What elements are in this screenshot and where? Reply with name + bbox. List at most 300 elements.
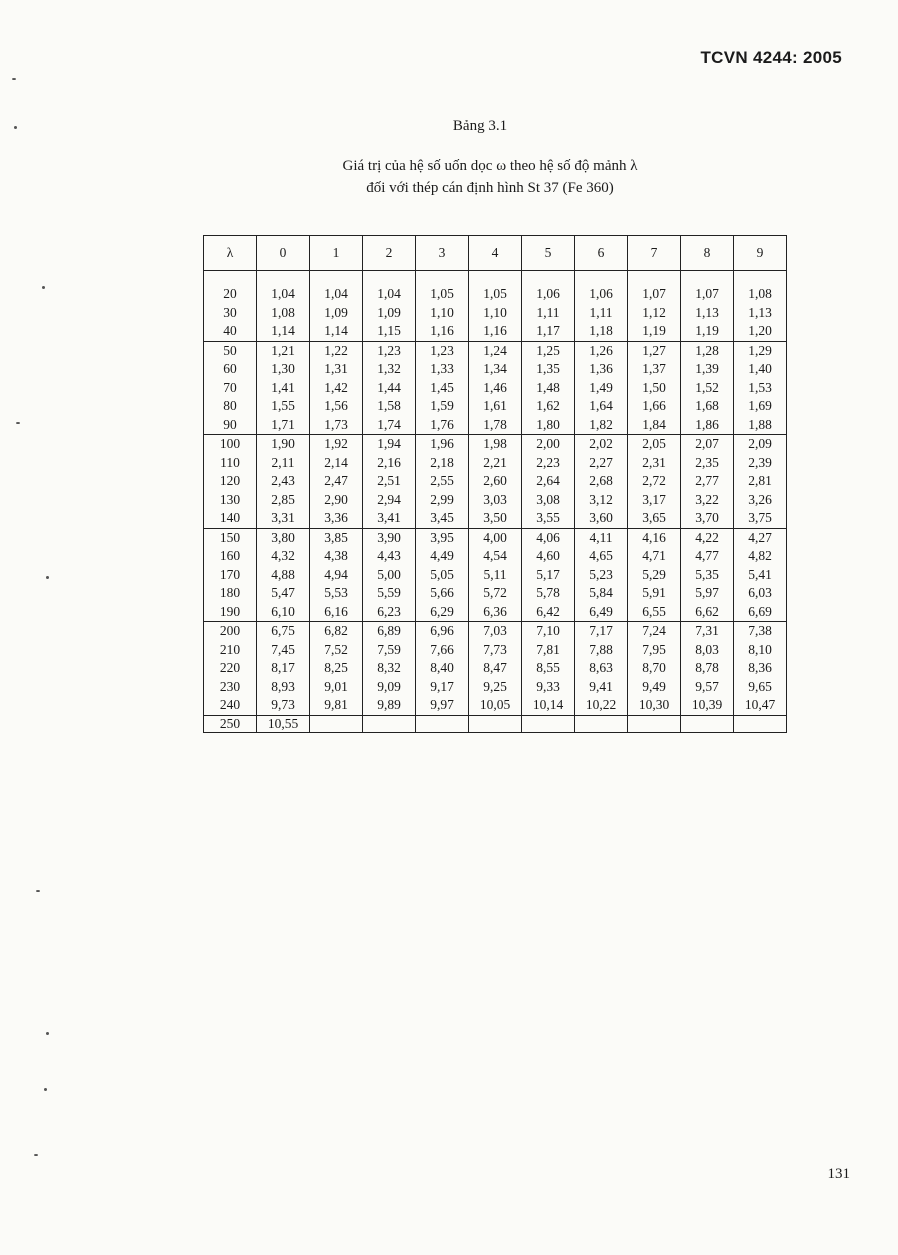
omega-value: 5,05	[430, 566, 454, 582]
omega-value: 1,10	[483, 304, 507, 320]
omega-value: 3,95	[430, 529, 454, 545]
omega-value: 1,49	[589, 379, 613, 395]
omega-value: 10,30	[638, 697, 670, 712]
omega-value: 2,85	[271, 491, 295, 507]
omega-value: 3,70	[695, 510, 719, 525]
page-number: 131	[827, 1166, 850, 1182]
empty-cell	[363, 715, 416, 732]
value-cell	[257, 341, 310, 435]
value-cell	[681, 271, 734, 342]
scan-speck	[14, 126, 17, 129]
omega-value: 1,23	[430, 342, 454, 358]
omega-value: 1,71	[271, 416, 295, 432]
omega-value: 1,24	[483, 342, 507, 358]
omega-value: 1,66	[642, 398, 666, 413]
value-cell	[363, 271, 416, 342]
omega-value: 1,25	[536, 342, 560, 358]
lambda-value: 180	[219, 585, 241, 600]
omega-value: 1,11	[536, 304, 560, 320]
lambda-value: 20	[223, 286, 237, 301]
omega-value: 9,97	[430, 697, 454, 712]
omega-value: 1,28	[695, 342, 719, 358]
value-cell	[257, 528, 310, 622]
omega-value: 1,08	[748, 286, 772, 301]
lambda-value: 150	[219, 529, 241, 545]
omega-value: 3,55	[536, 510, 560, 525]
omega-value: 6,55	[642, 603, 666, 619]
value-cell	[310, 271, 363, 342]
value-cell: 10,55	[257, 715, 310, 732]
omega-value: 8,78	[695, 660, 719, 675]
omega-value: 1,10	[430, 304, 454, 320]
omega-value: 2,05	[642, 436, 666, 451]
value-cell	[734, 341, 787, 435]
omega-value: 1,09	[324, 304, 348, 320]
omega-value: 3,85	[324, 529, 348, 545]
omega-value: 1,08	[271, 304, 295, 320]
empty-cell	[416, 715, 469, 732]
omega-value: 1,41	[271, 379, 295, 395]
omega-value: 1,06	[536, 286, 560, 301]
value-cell	[575, 341, 628, 435]
omega-value: 1,64	[589, 398, 613, 413]
omega-value: 1,14	[271, 323, 295, 338]
lambda-value: 240	[219, 697, 241, 712]
omega-value: 1,17	[536, 323, 560, 338]
omega-value: 1,18	[589, 323, 613, 338]
header-col-2: 2	[363, 236, 416, 271]
header-col-5: 5	[522, 236, 575, 271]
value-cell	[734, 528, 787, 622]
omega-value: 7,45	[271, 641, 295, 657]
omega-value: 1,12	[642, 304, 666, 320]
empty-cell	[681, 715, 734, 732]
omega-value: 4,11	[589, 529, 613, 545]
omega-value: 1,11	[589, 304, 613, 320]
omega-value: 4,43	[377, 548, 401, 563]
omega-value: 1,82	[589, 416, 613, 432]
omega-value: 2,00	[536, 436, 560, 451]
omega-value: 7,81	[536, 641, 560, 657]
omega-value: 1,36	[589, 361, 613, 376]
lambda-value: 210	[219, 641, 241, 657]
value-cell	[681, 528, 734, 622]
table-caption-line-2: đối với thép cán định hình St 37 (Fe 360)	[366, 180, 614, 196]
value-cell	[522, 528, 575, 622]
omega-value: 1,09	[377, 304, 401, 320]
omega-value: 3,08	[536, 491, 560, 507]
omega-value: 1,96	[430, 436, 454, 451]
lambda-value: 90	[223, 416, 237, 432]
value-cell	[681, 435, 734, 529]
omega-value: 1,21	[271, 342, 295, 358]
omega-value: 3,65	[642, 510, 666, 525]
omega-value: 1,42	[324, 379, 348, 395]
omega-value: 5,35	[695, 566, 719, 582]
omega-value: 3,60	[589, 510, 613, 525]
omega-value: 4,77	[695, 548, 719, 563]
header-lambda: λ	[204, 236, 257, 271]
omega-value: 1,32	[377, 361, 401, 376]
omega-value: 5,29	[642, 566, 666, 582]
table-label: Bảng 3.1	[452, 118, 508, 134]
omega-value: 3,22	[695, 491, 719, 507]
omega-value: 2,07	[695, 436, 719, 451]
omega-value: 6,82	[324, 623, 348, 638]
omega-value: 3,75	[748, 510, 772, 525]
omega-value: 1,05	[430, 286, 454, 301]
lambda-value: 100	[219, 436, 241, 451]
omega-value: 2,94	[377, 491, 401, 507]
omega-value: 7,59	[377, 641, 401, 657]
omega-value: 1,69	[748, 398, 772, 413]
omega-value: 1,04	[324, 286, 348, 301]
value-cell	[310, 341, 363, 435]
lambda-value: 200	[219, 623, 241, 638]
omega-value: 1,78	[483, 416, 507, 432]
value-cell	[257, 271, 310, 342]
omega-lambda-table	[203, 235, 787, 733]
value-cell	[628, 435, 681, 529]
omega-value: 2,55	[430, 473, 454, 488]
empty-cell	[575, 715, 628, 732]
omega-value: 4,22	[695, 529, 719, 545]
table-header-row	[204, 236, 787, 271]
omega-value: 1,68	[695, 398, 719, 413]
lambda-value: 230	[219, 678, 241, 694]
value-cell	[416, 271, 469, 342]
omega-value: 7,10	[536, 623, 560, 638]
omega-value: 7,17	[589, 623, 613, 638]
omega-value: 1,20	[748, 323, 772, 338]
omega-value: 1,13	[695, 304, 719, 320]
omega-value: 2,99	[430, 491, 454, 507]
omega-value: 6,96	[430, 623, 454, 638]
omega-value: 4,65	[589, 548, 613, 563]
table-row-group	[204, 341, 787, 435]
value-cell	[416, 435, 469, 529]
omega-value: 7,24	[642, 623, 666, 638]
omega-value: 1,58	[377, 398, 401, 413]
omega-value: 9,81	[324, 697, 348, 712]
omega-value: 3,90	[377, 529, 401, 545]
omega-value: 1,31	[324, 361, 348, 376]
omega-value: 1,98	[483, 436, 507, 451]
lambda-cell	[204, 271, 257, 342]
omega-value: 4,00	[483, 529, 507, 545]
omega-value: 4,38	[324, 548, 348, 563]
omega-value: 4,82	[748, 548, 772, 563]
omega-value: 6,16	[324, 603, 348, 619]
omega-value: 7,03	[483, 623, 507, 638]
value-cell	[469, 528, 522, 622]
omega-value: 4,06	[536, 529, 560, 545]
omega-value: 5,00	[377, 566, 401, 582]
omega-value: 2,43	[271, 473, 295, 488]
omega-value: 1,46	[483, 379, 507, 395]
omega-value: 1,44	[377, 379, 401, 395]
omega-value: 8,03	[695, 641, 719, 657]
lambda-value: 110	[220, 454, 240, 470]
omega-value: 10,47	[744, 697, 776, 712]
omega-value: 4,71	[642, 548, 666, 563]
omega-value: 9,01	[324, 678, 348, 694]
lambda-value: 220	[219, 660, 241, 675]
value-cell	[257, 435, 310, 529]
omega-value: 2,21	[483, 454, 507, 470]
omega-value: 10,05	[479, 697, 511, 712]
omega-value: 1,86	[695, 416, 719, 432]
value-cell	[469, 622, 522, 716]
value-cell	[363, 528, 416, 622]
omega-value: 2,64	[536, 473, 560, 488]
omega-value: 4,27	[748, 529, 772, 545]
omega-value: 4,88	[271, 566, 295, 582]
omega-value: 8,40	[430, 660, 454, 675]
omega-value: 8,70	[642, 660, 666, 675]
value-cell	[310, 622, 363, 716]
omega-value: 1,04	[271, 286, 295, 301]
omega-value: 1,22	[324, 342, 348, 358]
omega-value: 10,22	[585, 697, 617, 712]
omega-value: 8,47	[483, 660, 507, 675]
omega-value: 3,80	[271, 529, 295, 545]
omega-value: 1,14	[324, 323, 348, 338]
omega-value: 5,11	[483, 566, 507, 582]
value-cell	[575, 528, 628, 622]
omega-value: 10,39	[691, 697, 723, 712]
value-cell	[522, 622, 575, 716]
omega-value: 2,68	[589, 473, 613, 488]
omega-value: 2,60	[483, 473, 507, 488]
omega-value: 2,11	[271, 454, 295, 470]
omega-value: 5,72	[483, 585, 507, 600]
document-code: TCVN 4244: 2005	[700, 48, 842, 67]
lambda-value: 160	[219, 548, 241, 563]
omega-value: 8,25	[324, 660, 348, 675]
value-cell	[363, 435, 416, 529]
omega-value: 1,05	[483, 286, 507, 301]
omega-value: 2,47	[324, 473, 348, 488]
scan-speck	[16, 422, 20, 424]
omega-value: 8,63	[589, 660, 613, 675]
omega-value: 1,94	[377, 436, 401, 451]
omega-value: 3,36	[324, 510, 348, 525]
omega-value: 6,89	[377, 623, 401, 638]
omega-value: 9,33	[536, 678, 560, 694]
value-cell	[628, 528, 681, 622]
empty-cell	[310, 715, 363, 732]
value-cell	[628, 271, 681, 342]
omega-value: 1,13	[748, 304, 772, 320]
omega-value: 3,17	[642, 491, 666, 507]
header-col-4: 4	[469, 236, 522, 271]
scan-speck	[46, 576, 49, 579]
empty-cell	[734, 715, 787, 732]
omega-value: 7,38	[748, 623, 772, 638]
omega-value: 9,25	[483, 678, 507, 694]
omega-value: 3,41	[377, 510, 401, 525]
omega-value: 1,35	[536, 361, 560, 376]
empty-cell	[522, 715, 575, 732]
omega-value: 1,39	[695, 361, 719, 376]
omega-value: 1,29	[748, 342, 772, 358]
omega-value: 3,45	[430, 510, 454, 525]
header-col-1: 1	[310, 236, 363, 271]
omega-value: 9,73	[271, 697, 295, 712]
value-cell	[469, 341, 522, 435]
omega-value: 1,61	[483, 398, 507, 413]
lambda-value: 120	[219, 473, 241, 488]
omega-value: 9,41	[589, 678, 613, 694]
omega-value: 6,23	[377, 603, 401, 619]
omega-value: 4,16	[642, 529, 666, 545]
lambda-value: 190	[219, 603, 241, 619]
omega-value: 5,97	[695, 585, 719, 600]
empty-cell	[628, 715, 681, 732]
omega-value: 9,09	[377, 678, 401, 694]
omega-value: 6,10	[271, 603, 295, 619]
lambda-value: 130	[219, 491, 241, 507]
omega-value: 5,59	[377, 585, 401, 600]
omega-value: 1,55	[271, 398, 295, 413]
value-cell	[575, 435, 628, 529]
value-cell	[310, 435, 363, 529]
omega-value: 9,65	[748, 678, 772, 694]
omega-value: 8,55	[536, 660, 560, 675]
omega-value: 7,52	[324, 641, 348, 657]
omega-value: 5,41	[748, 566, 772, 582]
omega-value: 3,03	[483, 491, 507, 507]
value-cell	[257, 622, 310, 716]
omega-value: 2,16	[377, 454, 401, 470]
value-cell	[522, 435, 575, 529]
omega-value: 1,07	[695, 286, 719, 301]
omega-value: 2,14	[324, 454, 348, 470]
omega-value: 1,19	[642, 323, 666, 338]
omega-value: 1,84	[642, 416, 666, 432]
value-cell	[628, 622, 681, 716]
omega-value: 9,49	[642, 678, 666, 694]
value-cell	[469, 271, 522, 342]
table-caption-line-1: Giá trị của hệ số uốn dọc ω theo hệ số độ mảnh λ	[342, 158, 638, 174]
omega-value: 1,04	[377, 286, 401, 301]
lambda-cell	[204, 435, 257, 529]
omega-value: 1,37	[642, 361, 666, 376]
omega-value: 2,35	[695, 454, 719, 470]
omega-value: 1,74	[377, 416, 401, 432]
value-cell	[734, 271, 787, 342]
lambda-value: 140	[219, 510, 241, 525]
value-cell	[522, 271, 575, 342]
omega-value: 7,95	[642, 641, 666, 657]
scan-speck	[34, 1154, 38, 1156]
lambda-cell	[204, 622, 257, 716]
scan-speck	[12, 78, 16, 80]
table-row-group	[204, 435, 787, 529]
omega-value: 4,49	[430, 548, 454, 563]
value-cell	[469, 435, 522, 529]
omega-value: 2,02	[589, 436, 613, 451]
lambda-cell	[204, 341, 257, 435]
omega-value: 1,26	[589, 342, 613, 358]
omega-value: 1,16	[483, 323, 507, 338]
value-cell	[522, 341, 575, 435]
omega-value: 1,40	[748, 361, 772, 376]
scan-speck	[42, 286, 45, 289]
header-col-3: 3	[416, 236, 469, 271]
omega-value: 2,77	[695, 473, 719, 488]
omega-value: 1,53	[748, 379, 772, 395]
omega-value: 5,78	[536, 585, 560, 600]
omega-value: 6,03	[748, 585, 772, 600]
omega-value: 1,59	[430, 398, 454, 413]
header-col-8: 8	[681, 236, 734, 271]
omega-value: 10,14	[532, 697, 564, 712]
omega-value: 1,34	[483, 361, 507, 376]
omega-value: 3,50	[483, 510, 507, 525]
lambda-value: 70	[223, 379, 237, 395]
header-col-9: 9	[734, 236, 787, 271]
omega-value: 9,17	[430, 678, 454, 694]
lambda-value: 80	[223, 398, 237, 413]
omega-value: 6,49	[589, 603, 613, 619]
omega-value: 3,31	[271, 510, 295, 525]
table-row-group	[204, 622, 787, 716]
omega-value: 1,76	[430, 416, 454, 432]
omega-value: 8,36	[748, 660, 772, 675]
omega-value: 4,60	[536, 548, 560, 563]
lambda-value: 40	[223, 323, 237, 338]
lambda-value: 50	[223, 342, 237, 358]
omega-value: 1,62	[536, 398, 560, 413]
scan-speck	[46, 1032, 49, 1035]
omega-value: 1,16	[430, 323, 454, 338]
omega-value: 1,45	[430, 379, 454, 395]
omega-value: 4,32	[271, 548, 295, 563]
lambda-value: 170	[219, 566, 241, 582]
omega-value: 9,89	[377, 697, 401, 712]
omega-value: 1,90	[271, 436, 295, 451]
omega-value: 5,47	[271, 585, 295, 600]
lambda-value: 60	[223, 361, 237, 376]
value-cell	[416, 622, 469, 716]
header-col-6: 6	[575, 236, 628, 271]
omega-value: 2,51	[377, 473, 401, 488]
table-row-250	[204, 715, 787, 732]
omega-value: 2,18	[430, 454, 454, 470]
omega-value: 1,27	[642, 342, 666, 358]
omega-value: 6,75	[271, 623, 295, 638]
omega-value: 3,12	[589, 491, 613, 507]
omega-value: 2,81	[748, 473, 772, 488]
value-cell	[363, 341, 416, 435]
omega-value: 5,53	[324, 585, 348, 600]
value-cell	[575, 622, 628, 716]
omega-value: 8,93	[271, 678, 295, 694]
omega-value: 6,29	[430, 603, 454, 619]
omega-value: 6,69	[748, 603, 772, 619]
omega-value: 2,23	[536, 454, 560, 470]
omega-value: 8,10	[748, 641, 772, 657]
omega-value: 1,23	[377, 342, 401, 358]
scan-speck	[36, 890, 40, 892]
lambda-cell	[204, 528, 257, 622]
table-body	[204, 271, 787, 733]
omega-value: 2,09	[748, 436, 772, 451]
omega-value: 1,07	[642, 286, 666, 301]
omega-value: 8,17	[271, 660, 295, 675]
